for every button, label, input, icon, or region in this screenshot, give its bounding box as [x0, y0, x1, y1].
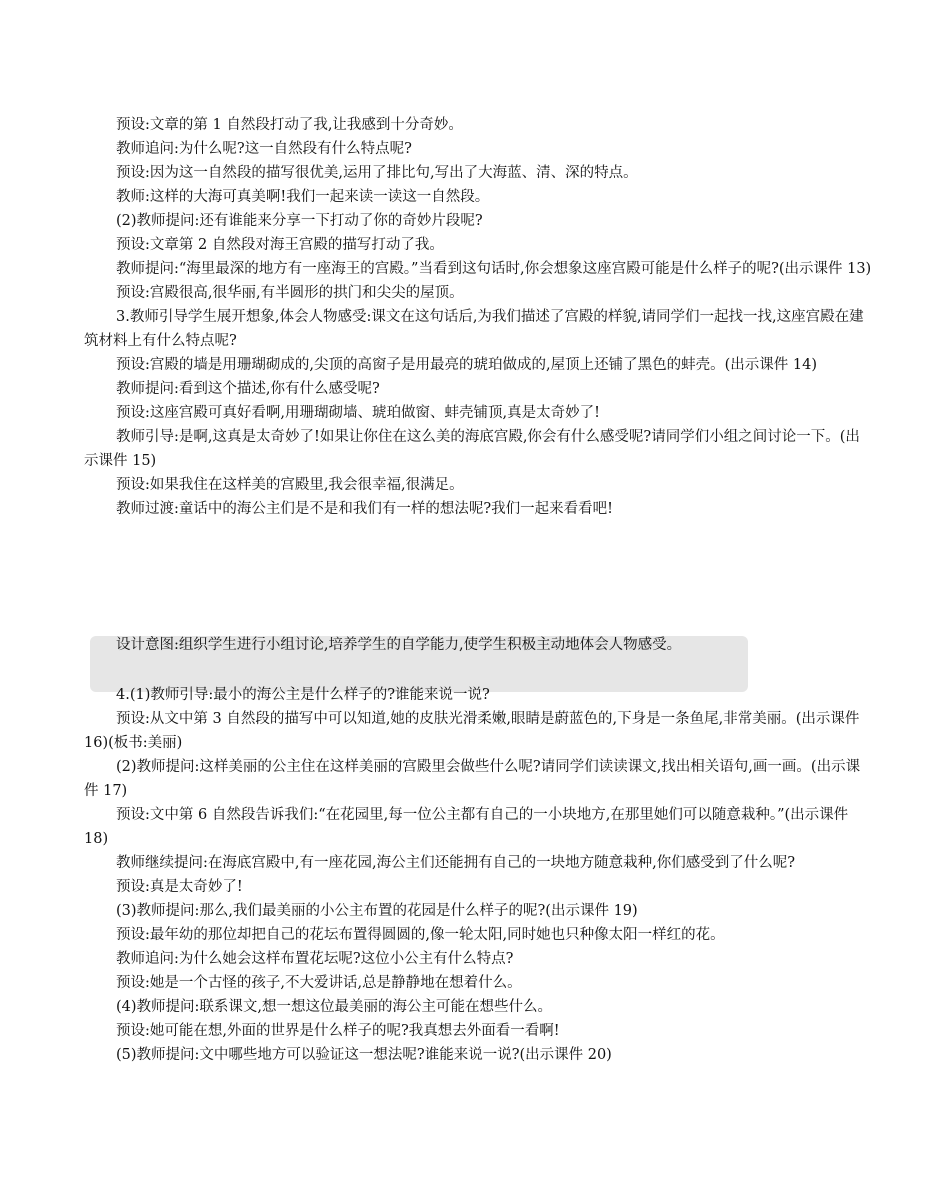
paragraph: 预设:宫殿的墙是用珊瑚砌成的,尖顶的高窗子是用最亮的琥珀做成的,屋顶上还铺了黑色的蚌壳。(出示课件 14)	[116, 357, 817, 373]
paragraph: 预设:如果我住在这样美的宫殿里,我会很幸福,很满足。	[116, 477, 464, 493]
paragraph: 预设:最年幼的那位却把自己的花坛布置得圆圆的,像一轮太阳,同时她也只种像太阳一样红的花。	[116, 927, 725, 943]
paragraph: 教师过渡:童话中的海公主们是不是和我们有一样的想法呢?我们一起来看看吧!	[116, 501, 613, 517]
paragraph: 预设:文章的第 1 自然段打动了我,让我感到十分奇妙。	[116, 117, 463, 133]
paragraph: 预设:从文中第 3 自然段的描写中可以知道,她的皮肤光滑柔嫩,眼睛是蔚蓝色的,下身是一条鱼尾,非常美丽。(出示课件 16)(板书:美丽)	[84, 711, 860, 751]
lesson-section-1	[84, 113, 874, 521]
paragraph: 预设:文中第 6 自然段告诉我们:“在花园里,每一位公主都有自己的一小块地方,在那里她们可以随意栽种。”(出示课件 18)	[84, 807, 849, 847]
paragraph: 4.(1)教师引导:最小的海公主是什么样子的?谁能来说一说?	[116, 687, 490, 703]
paragraph: (3)教师提问:那么,我们最美丽的小公主布置的花园是什么样子的呢?(出示课件 19)	[116, 903, 638, 919]
paragraph: 教师:这样的大海可真美啊!我们一起来读一读这一自然段。	[116, 189, 490, 205]
paragraph: (4)教师提问:联系课文,想一想这位最美丽的海公主可能在想些什么。	[116, 999, 553, 1015]
paragraph: 预设:因为这一自然段的描写很优美,运用了排比句,写出了大海蓝、清、深的特点。	[116, 165, 638, 181]
paragraph: 预设:宫殿很高,很华丽,有半圆形的拱门和尖尖的屋顶。	[116, 285, 464, 301]
paragraph: (2)教师提问:还有谁能来分享一下打动了你的奇妙片段呢?	[116, 213, 483, 229]
paragraph: (2)教师提问:这样美丽的公主住在这样美丽的宫殿里会做些什么呢?请同学们读读课文,找出相关语句,画一画。(出示课件 17)	[84, 759, 861, 799]
paragraph: 预设:这座宫殿可真好看啊,用珊瑚砌墙、琥珀做窗、蚌壳铺顶,真是太奇妙了!	[116, 405, 600, 421]
paragraph: 教师引导:是啊,这真是太奇妙了!如果让你住在这么美的海底宫殿,你会有什么感受呢?请同学们小组之间讨论一下。(出示课件 15)	[84, 429, 860, 469]
paragraph: 预设:她可能在想,外面的世界是什么样子的呢?我真想去外面看一看啊!	[116, 1023, 560, 1039]
design-intent-text: 设计意图:组织学生进行小组讨论,培养学生的自学能力,使学生积极主动地体会人物感受。	[116, 637, 682, 653]
paragraph: (5)教师提问:文中哪些地方可以验证这一想法呢?谁能来说一说?(出示课件 20)	[116, 1047, 612, 1063]
paragraph: 预设:文章第 2 自然段对海王宫殿的描写打动了我。	[116, 237, 444, 253]
paragraph: 教师提问:看到这个描述,你有什么感受呢?	[116, 381, 380, 397]
paragraph: 预设:她是一个古怪的孩子,不大爱讲话,总是静静地在想着什么。	[116, 975, 522, 991]
lesson-section-2	[84, 683, 874, 1067]
paragraph: 预设:真是太奇妙了!	[116, 879, 243, 895]
paragraph: 教师提问:“海里最深的地方有一座海王的宫殿。”当看到这句话时,你会想象这座宫殿可能是什么样子的呢?(出示课件 13)	[116, 261, 872, 277]
paragraph: 3.教师引导学生展开想象,体会人物感受:课文在这句话后,为我们描述了宫殿的样貌,请同学们一起找一找,这座宫殿在建筑材料上有什么特点呢?	[84, 309, 864, 349]
paragraph: 教师继续提问:在海底宫殿中,有一座花园,海公主们还能拥有自己的一块地方随意栽种,你们感受到了什么呢?	[116, 855, 795, 871]
paragraph: 教师追问:为什么她会这样布置花坛呢?这位小公主有什么特点?	[116, 951, 514, 967]
paragraph: 教师追问:为什么呢?这一自然段有什么特点呢?	[116, 141, 412, 157]
